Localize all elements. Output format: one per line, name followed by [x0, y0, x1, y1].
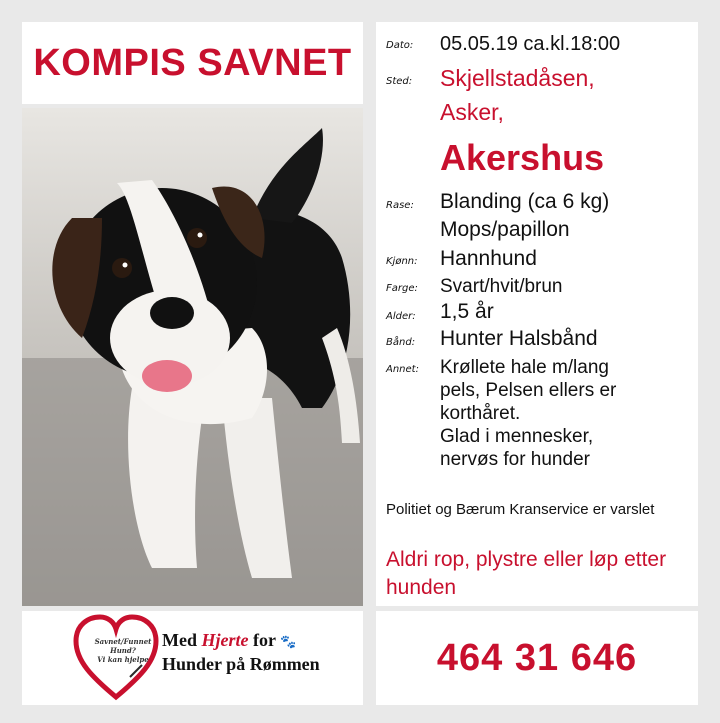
other-line: Glad i mennesker, [440, 426, 594, 447]
heart-caption [94, 637, 152, 664]
color-label: Farge: [386, 283, 418, 294]
phone-number: 464 31 646 [436, 636, 638, 679]
heart-caption-line: Vi kan hjelpe [97, 655, 149, 664]
heart-caption-line: Hund? [110, 646, 136, 655]
age-label: Alder: [386, 311, 416, 322]
organization-line2: Hunder på Rømmen [162, 654, 320, 674]
other-line: pels, Pelsen ellers er [440, 380, 617, 401]
place-label: Sted: [386, 76, 413, 87]
breed-label: Rase: [386, 200, 414, 211]
organization-line1: Med Hjerte for 🐾 [162, 630, 297, 650]
collar-label: Bånd: [386, 337, 416, 348]
other-line: Krøllete hale m/lang [440, 357, 609, 378]
dog-illustration [22, 108, 363, 606]
poster-title: KOMPIS SAVNET [33, 41, 352, 84]
collar-value: Hunter Halsbånd [440, 327, 598, 350]
organization-accent: Hjerte [201, 630, 249, 650]
place-line2: Asker, [440, 99, 504, 125]
breed-line1: Blanding (ca 6 kg) [440, 190, 610, 213]
date-value: 05.05.19 ca.kl.18:00 [440, 33, 621, 55]
logo-panel [22, 611, 363, 705]
color-value: Svart/hvit/brun [440, 276, 563, 297]
warning-text: Aldri rop, plystre eller løp etter hunden [386, 548, 667, 599]
organization-name [162, 629, 320, 675]
heart-caption-line: Savnet/Funnet [94, 637, 152, 646]
date-label: Dato: [386, 40, 414, 51]
sex-value: Hannhund [440, 247, 537, 270]
info-panel [376, 22, 698, 606]
other-line: nervøs for hunder [440, 449, 590, 470]
dog-photo [22, 108, 363, 606]
age-value: 1,5 år [440, 300, 494, 323]
place-line3: Akershus [440, 137, 605, 178]
phone-panel [376, 611, 698, 705]
breed-line2: Mops/papillon [440, 218, 570, 241]
notice-text: Politiet og Bærum Kranservice er varslet [386, 501, 655, 518]
sex-label: Kjønn: [386, 256, 418, 267]
paw-icon: 🐾 [280, 634, 297, 649]
other-line: korthåret. [440, 403, 521, 424]
place-line1: Skjellstadåsen, [440, 65, 595, 91]
other-label: Annet: [386, 364, 419, 375]
title-panel [22, 22, 363, 104]
